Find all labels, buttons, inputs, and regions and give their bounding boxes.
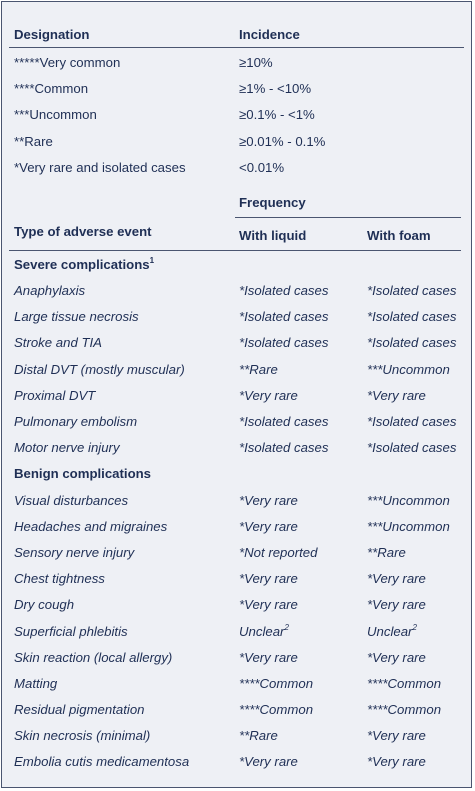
table-frame: [1, 1, 472, 788]
foam-cell: *Very rare: [367, 597, 426, 612]
liquid-cell: **Rare: [239, 362, 278, 377]
events-header-divider: [9, 250, 461, 251]
foam-header: With foam: [367, 228, 431, 243]
incidence-cell: ≥1% - <10%: [239, 81, 312, 96]
event-cell: Headaches and migraines: [14, 519, 168, 534]
footnote-marker: 1: [149, 256, 155, 265]
liquid-cell: *Isolated cases: [239, 414, 329, 429]
incidence-cell: ≥0.01% - 0.1%: [239, 134, 326, 149]
event-cell: Embolia cutis medicamentosa: [14, 754, 190, 769]
foam-cell: *Very rare: [367, 571, 426, 586]
foam-cell: ****Common: [367, 676, 442, 691]
severe-title: Severe complications: [14, 257, 150, 272]
event-cell: Pulmonary embolism: [14, 414, 138, 429]
foam-cell: ***Uncommon: [367, 519, 450, 534]
foam-cell: ***Uncommon: [367, 493, 450, 508]
frequency-divider: [235, 217, 461, 218]
event-cell: Motor nerve injury: [14, 440, 120, 455]
liquid-cell: *Isolated cases: [239, 440, 329, 455]
event-cell: Skin reaction (local allergy): [14, 650, 173, 665]
liquid-cell: *Very rare: [239, 493, 298, 508]
liquid-cell: *Not reported: [239, 545, 318, 560]
foam-cell: *Very rare: [367, 728, 426, 743]
foam-cell: *Isolated cases: [367, 309, 457, 324]
incidence-cell: ≥0.1% - <1%: [239, 107, 315, 122]
foam-cell: *Very rare: [367, 754, 426, 769]
foam-cell: ****Common: [367, 702, 442, 717]
liquid-cell: Unclear: [239, 624, 285, 639]
event-cell: Stroke and TIA: [14, 335, 102, 350]
liquid-cell: *Very rare: [239, 650, 298, 665]
event-cell: Dry cough: [14, 597, 75, 612]
event-cell: Chest tightness: [14, 571, 105, 586]
liquid-cell: ****Common: [239, 676, 314, 691]
liquid-cell: **Rare: [239, 728, 278, 743]
header-divider: [9, 47, 464, 48]
liquid-cell: *Very rare: [239, 388, 298, 403]
event-type-header: Type of adverse event: [14, 224, 152, 239]
footnote-marker: 2: [412, 623, 417, 632]
event-cell: Matting: [14, 676, 58, 691]
foam-cell: **Rare: [367, 545, 406, 560]
foam-cell: *Very rare: [367, 388, 426, 403]
foam-cell: *Isolated cases: [367, 440, 457, 455]
designation-cell: ****Common: [14, 81, 89, 96]
benign-title: Benign complications: [14, 466, 152, 481]
event-cell: Skin necrosis (minimal): [14, 728, 151, 743]
liquid-cell: *Isolated cases: [239, 309, 329, 324]
liquid-cell: *Very rare: [239, 597, 298, 612]
foam-cell: *Isolated cases: [367, 414, 457, 429]
designation-header: Designation: [14, 27, 90, 42]
event-cell: Distal DVT (mostly muscular): [14, 362, 185, 377]
footnote-marker: 2: [284, 623, 289, 632]
event-cell: Visual disturbances: [14, 493, 129, 508]
frequency-header: Frequency: [239, 195, 306, 210]
liquid-cell: *Isolated cases: [239, 335, 329, 350]
incidence-cell: ≥10%: [239, 55, 273, 70]
liquid-cell: *Isolated cases: [239, 283, 329, 298]
event-cell: Residual pigmentation: [14, 702, 145, 717]
incidence-header: Incidence: [239, 27, 300, 42]
liquid-cell: *Very rare: [239, 754, 298, 769]
foam-cell: *Isolated cases: [367, 283, 457, 298]
liquid-cell: ****Common: [239, 702, 314, 717]
foam-cell: *Very rare: [367, 650, 426, 665]
event-cell: Sensory nerve injury: [14, 545, 135, 560]
designation-cell: ***Uncommon: [14, 107, 97, 122]
event-cell: Anaphylaxis: [14, 283, 86, 298]
incidence-cell: <0.01%: [239, 160, 285, 175]
designation-cell: *Very rare and isolated cases: [14, 160, 186, 175]
liquid-cell: *Very rare: [239, 519, 298, 534]
event-cell: Proximal DVT: [14, 388, 96, 403]
liquid-cell: *Very rare: [239, 571, 298, 586]
liquid-header: With liquid: [239, 228, 307, 243]
designation-cell: *****Very common: [14, 55, 121, 70]
foam-cell: *Isolated cases: [367, 335, 457, 350]
foam-cell: ***Uncommon: [367, 362, 450, 377]
designation-cell: **Rare: [14, 134, 53, 149]
event-cell: Large tissue necrosis: [14, 309, 139, 324]
event-cell: Superficial phlebitis: [14, 624, 128, 639]
foam-cell: Unclear: [367, 624, 413, 639]
